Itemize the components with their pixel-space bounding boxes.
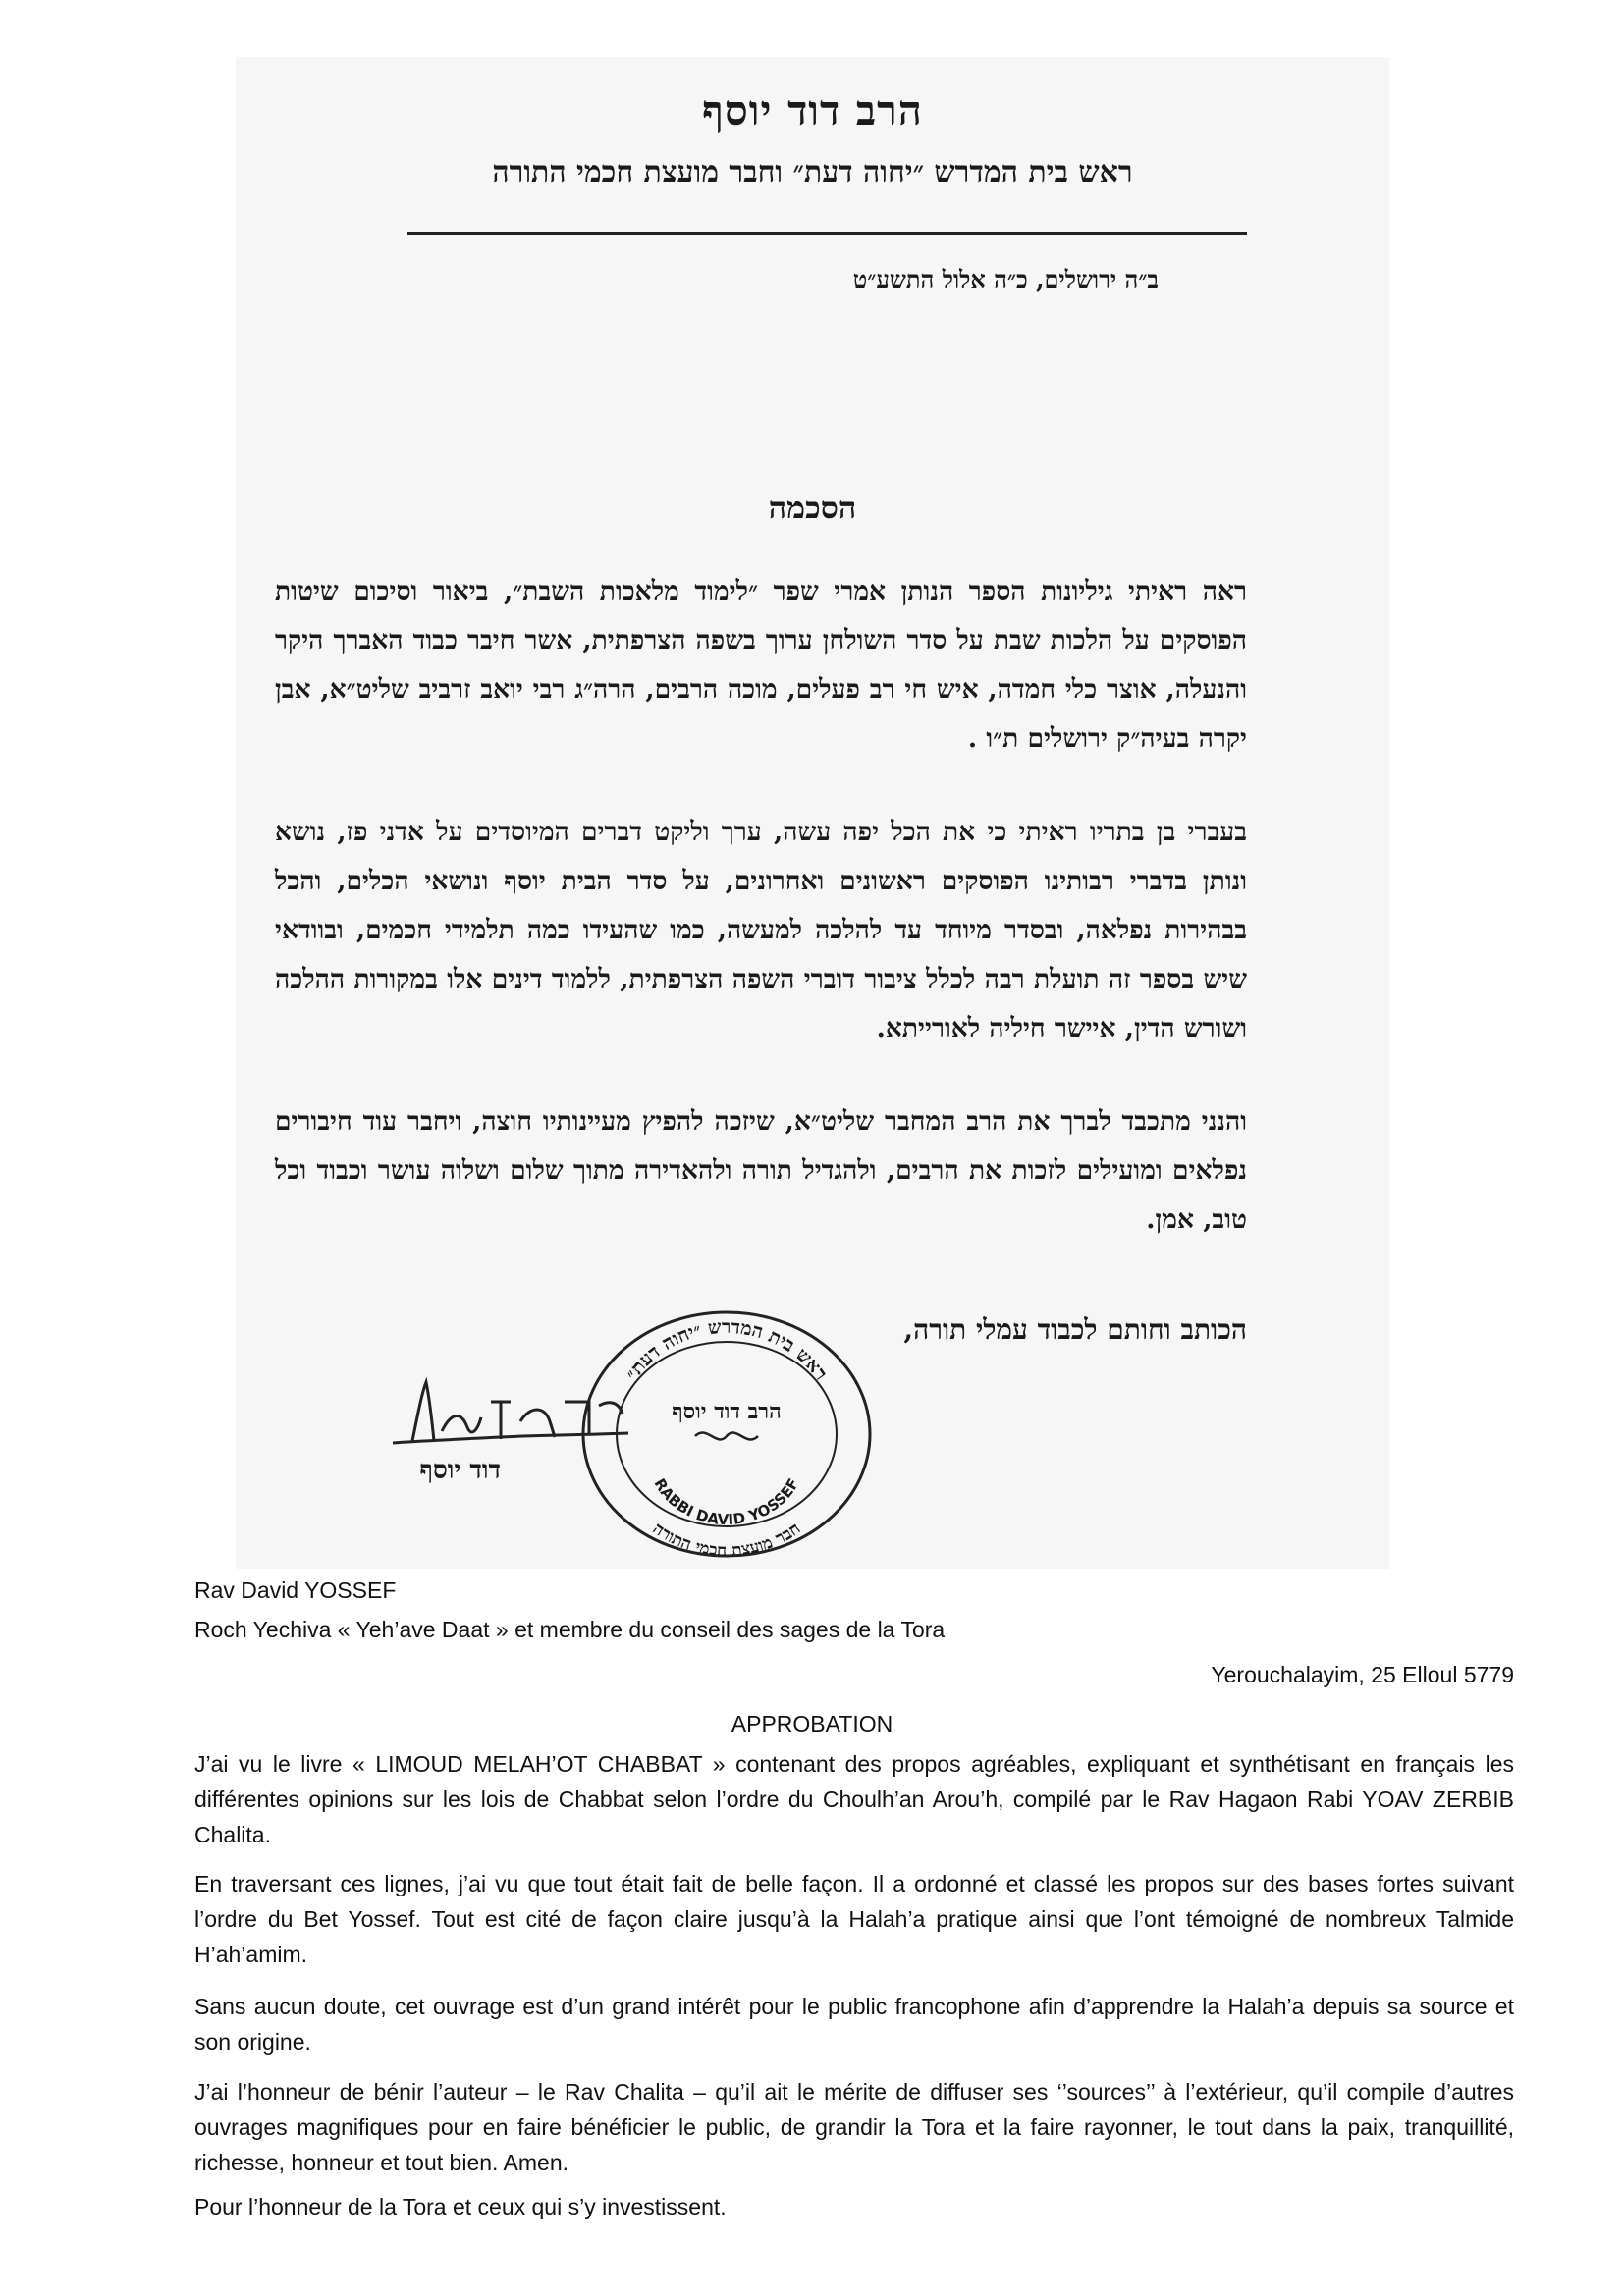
stamp-top-text: ראש בית המדרש ״יחוה דעת״	[621, 1316, 833, 1385]
stamp-bottom-text: חבר מועצת חכמי התורה	[648, 1519, 805, 1559]
author-role: Roch Yechiva « Yeh’ave Daat » et membre du conseil des sages de la Tora	[194, 1617, 946, 1642]
hebrew-date: ב״ה ירושלים, כ״ה אלול התשע״ט	[852, 265, 1159, 294]
translation-paragraph: J’ai vu le livre « LIMOUD MELAH’OT CHABBAT » contenant des propos agréables, expliquant et synthétisant en français les différentes opinions sur les lois de Chabbat selon l’ordre du Choulh’an Arou’h, compilé par le Rav Hagaon Rabi YOAV ZERBIB Chalita.	[194, 1751, 1514, 1847]
svg-text:RABBI DAVID YOSSEF	[651, 1475, 803, 1528]
hebrew-paragraph: והנני מתכבד לברך את הרב המחבר שליט״א, שיזכה להפיץ מעיינותיו חוצה, ויחבר עוד חיבורים נפלאים ומועילים לזכות את הרבים, ולהגדיל תורה ולהאדירה מתוך שלום ושלוה עושר וכבוד וכל טוב, אמן.	[275, 1106, 1247, 1235]
author-name: Rav David YOSSEF	[194, 1577, 397, 1603]
hebrew-heading: הסכמה	[768, 489, 857, 526]
translation-paragraph: J’ai l’honneur de bénir l’auteur – le Rav Chalita – qu’il ait le mérite de diffuser ses ‘’sources’’ à l’extérieur, qu’il compile d’autres ouvrages magnifiques pour en faire bénéficier le public, de grandir la Tora et la faire rayonner, le tout dans la paix, tranquillité, richesse, honneur et tout bien. Amen.	[194, 2079, 1514, 2175]
translation-paragraph: Sans aucun doute, cet ouvrage est d’un grand intérêt pour le public francophone afin d’apprendre la Halah’a depuis sa source et son origine.	[194, 1994, 1514, 2055]
letterhead-name: הרב דוד יוסף	[702, 86, 923, 134]
letterhead-divider	[407, 232, 1247, 235]
hebrew-paragraph: ראה ראיתי גיליונות הספר הנותן אמרי שפר ״לימוד מלאכות השבת״, ביאור וסיכום שיטות הפוסקים על הלכות שבת על סדר השולחן ערוך בשפה הצרפתית, אשר חיבר כבוד האברך היקר והנעלה, אוצר כלי חמדה, איש חי רב פעלים, מוכה הרבים, הרה״ג רבי יואב זרביב שליט״א, אבן יקרה בעיה״ק ירושלים ת״ו .	[275, 576, 1247, 754]
translation-paragraph: En traversant ces lignes, j’ai vu que tout était fait de belle façon. Il a ordonné et classé les propos sur des bases fortes suivant l’ordre du Bet Yossef. Tout est cité de façon claire jusqu’à la Halah’a pratique ainsi que l’ont témoigné de nombreux Talmide H’ah’amim.	[194, 1871, 1514, 1967]
rabbinical-stamp	[579, 1308, 874, 1559]
hebrew-closing: הכותב וחותם לכבוד עמלי תורה,	[903, 1313, 1247, 1346]
letterhead-title: ראש בית המדרש ״יחוה דעת״ וחבר מועצת חכמי התורה	[492, 155, 1133, 189]
letter-date: Yerouchalayim, 25 Elloul 5779	[1211, 1662, 1514, 1687]
approbation-heading: APPROBATION	[731, 1711, 893, 1736]
svg-text:ראש בית המדרש ״יחוה דעת״	[622, 1316, 832, 1384]
signatory-name: דוד יוסף	[419, 1456, 501, 1485]
stamp-center-text: הרב דוד יוסף	[672, 1399, 782, 1424]
stamp-english-text: RABBI DAVID YOSSEF	[650, 1475, 803, 1529]
scanned-hebrew-letter	[236, 57, 1389, 1569]
translation-closing: Pour l’honneur de la Tora et ceux qui s’y investissent.	[194, 2194, 727, 2219]
hebrew-paragraph: בעברי בן בתריו ראיתי כי את הכל יפה עשה, ערך וליקט דברים המיוסדים על אדני פז, נושא ונותן בדברי רבותינו הפוסקים ראשונים ואחרונים, על סדר הבית יוסף ונושאי הכלים, והכל בבהירות נפלאה, ובסדר מיוחד עד להלכה למעשה, כמו שהעידו כמה תלמידי חכמים, ובוודאי שיש בספר זה תועלת רבה לכלל ציבור דוברי השפה הצרפתית, ללמוד דינים אלו במקורות ההלכה ושורש הדין, איישר חיליה לאורייתא.	[275, 817, 1247, 1043]
